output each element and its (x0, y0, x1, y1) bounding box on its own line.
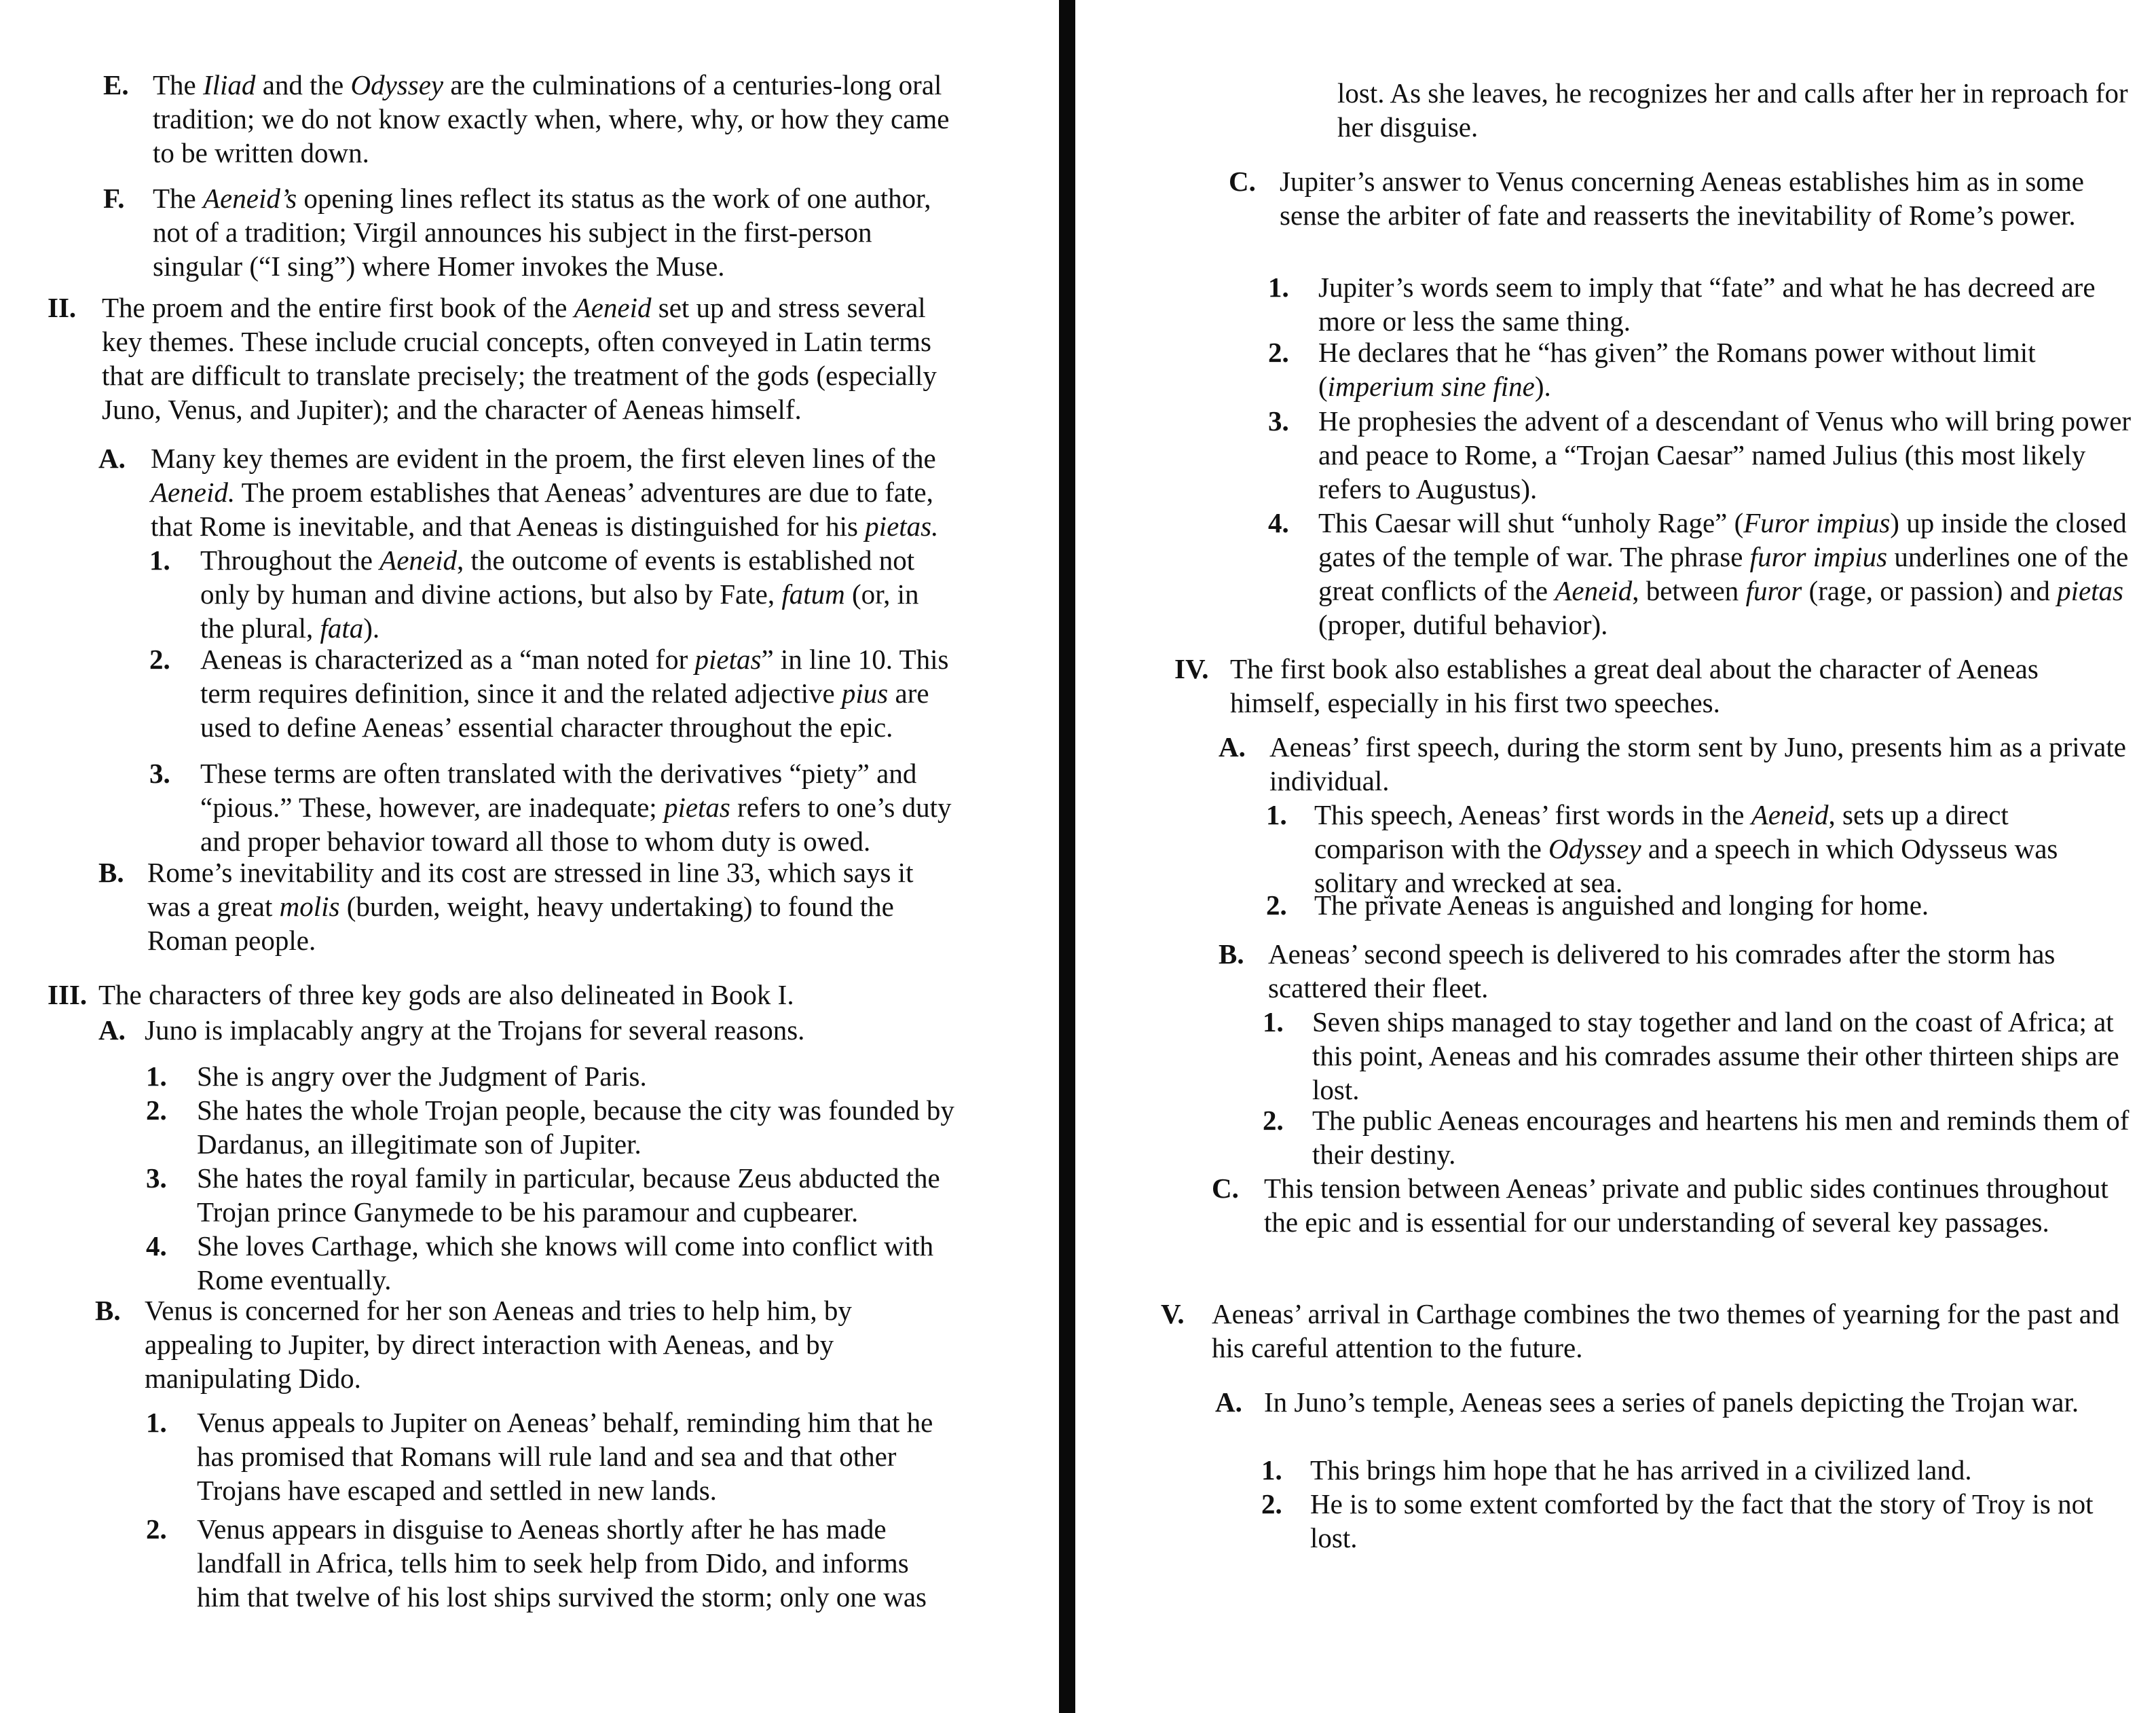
outline-item-iii-c-2 (1268, 335, 2135, 403)
outline-label: A. (1215, 1386, 1242, 1418)
outline-text: This tension between Aeneas’ private and public sides continues throughout the epic and is essential for our understanding of several key passages. (1264, 1173, 2108, 1238)
outline-text: She loves Carthage, which she knows will come into conflict with Rome eventually. (197, 1230, 934, 1295)
outline-text: Jupiter’s words seem to imply that “fate” and what he has decreed are more or less the same thing. (1318, 272, 2096, 337)
outline-item-iii-c (1229, 164, 2135, 232)
outline-item-v-a-2 (1261, 1487, 2135, 1555)
outline-text: She hates the whole Trojan people, because the city was founded by Dardanus, an illegitimate son of Jupiter. (197, 1094, 954, 1160)
outline-item-ii (48, 291, 957, 426)
outline-text: Seven ships managed to stay together and land on the coast of Africa; at this point, Aeneas and his comrades assume their other thirteen ships are lost. (1312, 1006, 2119, 1105)
outline-item-iii-a-4 (146, 1229, 957, 1297)
outline-text: The first book also establishes a great deal about the character of Aeneas himself, especially in his first two speeches. (1230, 653, 2039, 718)
outline-label: 3. (149, 758, 170, 789)
outline-text: Rome’s inevitability and its cost are stressed in line 33, which says it was a great molis (burden, weight, heavy undertaking) to found the Roman people. (147, 857, 914, 956)
outline-text: Venus appeals to Jupiter on Aeneas’ behalf, reminding him that he has promised that Romans will rule land and sea and that other Trojans have escaped and settled in new lands. (197, 1407, 933, 1506)
outline-item-iv-a-2 (1266, 888, 2135, 922)
outline-text: These terms are often translated with the derivatives “piety” and “pious.” These, however, are inadequate; pietas refers to one’s duty and proper behavior toward all those to whom duty is owed. (200, 758, 952, 857)
outline-label: B. (1219, 938, 1244, 970)
outline-label: III. (48, 979, 88, 1010)
outline-label: 2. (1268, 337, 1289, 368)
outline-item-f (103, 181, 957, 283)
outline-label: A. (1219, 731, 1246, 762)
outline-text: The public Aeneas encourages and heartens his men and reminds them of their destiny. (1312, 1105, 2130, 1170)
outline-label: F. (103, 183, 125, 214)
outline-label: E. (103, 69, 129, 100)
outline-text: This Caesar will shut “unholy Rage” (Furor impius) up inside the closed gates of the temple of war. The phrase furor impius underlines one of the great conflicts of the Aeneid, between furor (rage, or passion) and pietas (proper, dutiful behavior). (1318, 507, 2129, 640)
outline-text: She hates the royal family in particular, because Zeus abducted the Trojan prince Ganymede to be his paramour and cupbearer. (197, 1162, 940, 1228)
outline-label: C. (1212, 1173, 1239, 1204)
outline-label: 1. (149, 545, 170, 576)
outline-text: In Juno’s temple, Aeneas sees a series of panels depicting the Trojan war. (1264, 1386, 2079, 1418)
outline-label: 2. (146, 1094, 167, 1126)
outline-text: Jupiter’s answer to Venus concerning Aeneas establishes him as in some sense the arbiter of fate and reasserts the inevitability of Rome’s power. (1280, 166, 2084, 231)
outline-item-e (103, 68, 957, 170)
outline-item-ii-a-2 (149, 642, 957, 744)
outline-label: 2. (149, 644, 170, 675)
outline-text: This speech, Aeneas’ first words in the Aeneid, sets up a direct comparison with the Odyssey and a speech in which Odysseus was solitary and wrecked at sea. (1314, 799, 2058, 898)
outline-item-ii-b (98, 855, 957, 957)
outline-text: Many key themes are evident in the proem, the first eleven lines of the Aeneid. The proem establishes that Aeneas’ adventures are due to fate, that Rome is inevitable, and that Aeneas is distinguished for his pietas. (151, 443, 939, 542)
outline-item-iii-c-1 (1268, 270, 2135, 338)
outline-text: This brings him hope that he has arrived in a civilized land. (1310, 1454, 1972, 1486)
outline-item-iv-a-1 (1266, 798, 2135, 900)
outline-text: Aeneas’ second speech is delivered to his comrades after the storm has scattered their fleet. (1268, 938, 2056, 1003)
outline-item-iv-a (1219, 730, 2135, 798)
outline-text: Juno is implacably angry at the Trojans for several reasons. (145, 1014, 805, 1046)
outline-text: lost. As she leaves, he recognizes her and calls after her in reproach for her disguise. (1337, 77, 2128, 143)
outline-label: 4. (146, 1230, 167, 1261)
outline-item-iv-c (1212, 1171, 2135, 1239)
outline-text: He is to some extent comforted by the fact that the story of Troy is not lost. (1310, 1488, 2094, 1553)
outline-item-v-a-1 (1261, 1453, 2135, 1487)
outline-label: B. (95, 1295, 121, 1326)
outline-item-ii-a-3 (149, 756, 957, 858)
outline-label: 3. (1268, 405, 1289, 437)
outline-item-iii (48, 978, 957, 1012)
book-spine (1059, 0, 1075, 1713)
outline-label: IV. (1174, 653, 1209, 684)
outline-label: B. (98, 857, 124, 888)
outline-text: Aeneas is characterized as a “man noted for pietas” in line 10. This term requires definition, since it and the related adjective pius are used to define Aeneas’ essential character throughout the epic. (200, 644, 949, 743)
outline-item-iv-b (1219, 937, 2135, 1005)
outline-item-ii-a-1 (149, 543, 957, 645)
outline-text: Aeneas’ first speech, during the storm sent by Juno, presents him as a private individual. (1269, 731, 2126, 796)
outline-text: Throughout the Aeneid, the outcome of events is established not only by human and divine actions, but also by Fate, fatum (or, in the plural, fata). (200, 545, 919, 644)
outline-item-iii-a-1 (146, 1059, 957, 1093)
outline-label: II. (48, 292, 77, 323)
outline-item-v (1161, 1297, 2135, 1365)
outline-text: The proem and the entire first book of the Aeneid set up and stress several key themes. These include crucial concepts, often conveyed in Latin terms that are difficult to translate precisely; the treatment of the gods (especially Juno, Venus, and Jupiter); and the character of Aeneas himself. (102, 292, 937, 425)
outline-label: 2. (1266, 889, 1287, 921)
outline-text: The Iliad and the Odyssey are the culminations of a centuries-long oral tradition; we do not know exactly when, where, why, or how they came to be written down. (153, 69, 950, 168)
outline-item-iii-a-3 (146, 1161, 957, 1229)
outline-label: 1. (1268, 272, 1289, 303)
outline-text: He declares that he “has given” the Romans power without limit (imperium sine fine). (1318, 337, 2036, 402)
outline-label: 1. (146, 1061, 167, 1092)
outline-label: V. (1161, 1298, 1185, 1329)
outline-label: C. (1229, 166, 1256, 197)
outline-item-iii-c-3 (1268, 404, 2135, 506)
outline-item-iii-a (98, 1013, 957, 1047)
outline-label: 2. (1263, 1105, 1284, 1136)
left-page (0, 0, 1059, 1713)
outline-item-iii-b-2 (146, 1512, 957, 1614)
outline-text: The characters of three key gods are also delineated in Book I. (98, 979, 794, 1010)
outline-item-ii-a (98, 441, 957, 543)
outline-label: 1. (146, 1407, 167, 1438)
right-page (1086, 0, 2156, 1713)
outline-text: He prophesies the advent of a descendant of Venus who will bring power and peace to Rome, a “Trojan Caesar” named Julius (this most likely refers to Augustus). (1318, 405, 2132, 504)
outline-text: The Aeneid’s opening lines reflect its status as the work of one author, not of a tradition; Virgil announces his subject in the first-person singular (“I sing”) where Homer invokes the Muse. (153, 183, 931, 282)
outline-item-iv-b-1 (1263, 1005, 2135, 1107)
outline-text: Venus appears in disguise to Aeneas shortly after he has made landfall in Africa, tells him to seek help from Dido, and informs him that twelve of his lost ships survived the storm; only one was (197, 1513, 927, 1613)
outline-item-iii-c-4 (1268, 506, 2135, 642)
outline-label: 4. (1268, 507, 1289, 538)
outline-text: The private Aeneas is anguished and longing for home. (1314, 889, 1929, 921)
outline-label: A. (98, 443, 126, 474)
outline-text: She is angry over the Judgment of Paris. (197, 1061, 647, 1092)
outline-label: 2. (146, 1513, 167, 1545)
outline-item-iv-b-2 (1263, 1103, 2135, 1171)
outline-label: A. (98, 1014, 126, 1046)
outline-item-iii-b-1 (146, 1405, 957, 1507)
outline-item-iii-b (95, 1293, 957, 1395)
outline-item-iii-a-2 (146, 1093, 957, 1161)
outline-item-v-a (1215, 1385, 2135, 1419)
outline-text: Aeneas’ arrival in Carthage combines the two themes of yearning for the past and his careful attention to the future. (1212, 1298, 2119, 1363)
outline-item-cont (1337, 76, 2135, 144)
outline-item-iv (1174, 652, 2135, 720)
outline-label: 1. (1261, 1454, 1282, 1486)
outline-label: 2. (1261, 1488, 1282, 1519)
outline-label: 1. (1263, 1006, 1284, 1037)
outline-label: 3. (146, 1162, 167, 1194)
outline-label: 1. (1266, 799, 1287, 830)
outline-text: Venus is concerned for her son Aeneas and tries to help him, by appealing to Jupiter, by direct interaction with Aeneas, and by manipulating Dido. (145, 1295, 852, 1394)
